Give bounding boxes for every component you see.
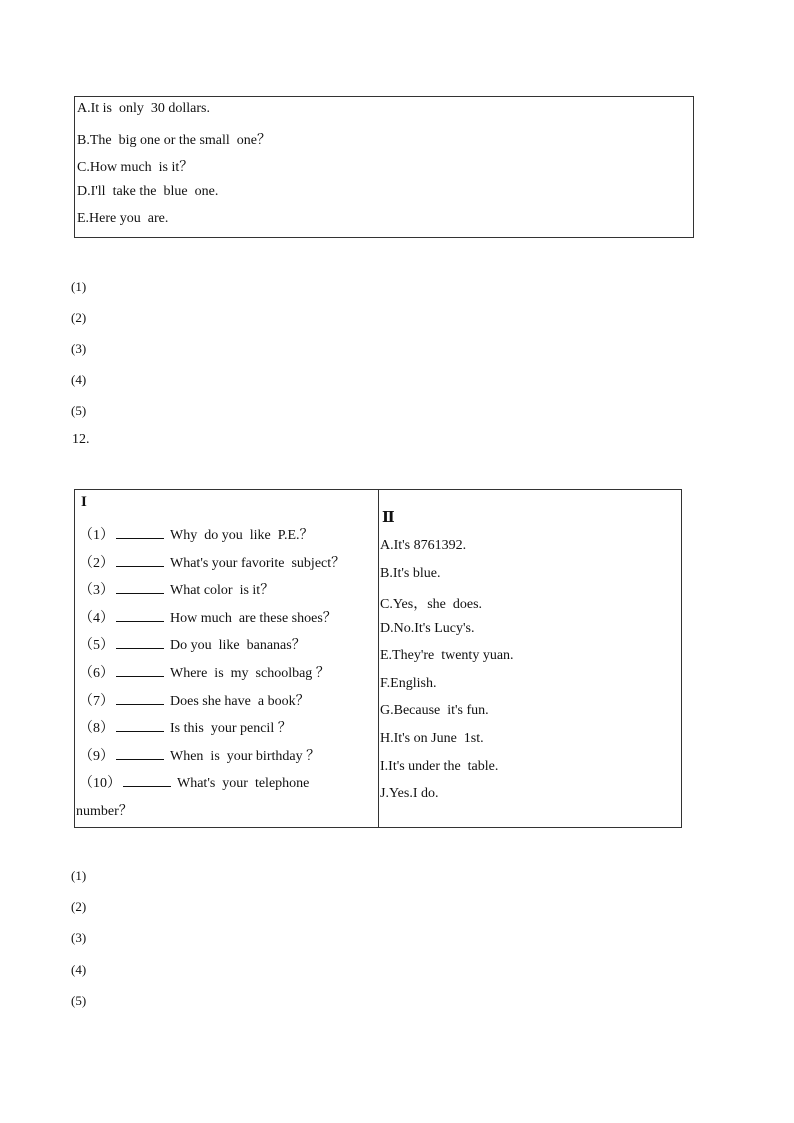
question-number: （5） xyxy=(79,638,114,653)
answer-option: H.It's on June 1st. xyxy=(380,731,484,746)
question-number: （6） xyxy=(79,666,114,681)
question-text: Where is my schoolbag ？ xyxy=(170,666,330,681)
answer-blank[interactable] xyxy=(116,634,164,649)
right-column-header: Ⅱ xyxy=(382,510,395,526)
answer-line-4: (4) xyxy=(71,962,87,977)
option-a: A.It is only 30 dollars. xyxy=(77,101,210,116)
question-row xyxy=(79,690,310,710)
answer-line-3: (3) xyxy=(71,341,87,356)
column-divider xyxy=(378,490,379,827)
answer-blank[interactable] xyxy=(116,717,164,732)
question-row xyxy=(79,745,320,765)
answer-blank[interactable] xyxy=(116,662,164,677)
option-d: D.I'll take the blue one. xyxy=(77,184,219,199)
answer-option: F.English. xyxy=(380,676,437,691)
question-number: （7） xyxy=(79,694,114,709)
question-number: （2） xyxy=(79,556,114,571)
question-number: （1） xyxy=(79,528,114,543)
question-text: What's your favorite subject？ xyxy=(170,556,346,571)
answer-option: B.It's blue. xyxy=(380,566,441,581)
option-e: E.Here you are. xyxy=(77,211,169,226)
question-text: When is your birthday ？ xyxy=(170,749,321,764)
question-text: What's your telephone xyxy=(177,776,310,791)
answer-line-5: (5) xyxy=(71,993,87,1008)
question-text: Do you like bananas？ xyxy=(170,638,306,653)
question-number: （4） xyxy=(79,611,114,626)
question-row xyxy=(79,607,337,627)
answer-line-4: (4) xyxy=(71,372,87,387)
answer-option: I.It's under the table. xyxy=(380,759,499,774)
question-row xyxy=(79,552,345,572)
left-column-header: I xyxy=(81,494,87,510)
question-text: Why do you like P.E.？ xyxy=(170,528,314,543)
answer-line-5: (5) xyxy=(71,403,87,418)
answer-blank[interactable] xyxy=(116,552,164,567)
question-continuation: number？ xyxy=(76,804,133,819)
answer-blank[interactable] xyxy=(123,772,171,787)
answer-option: J.Yes.I do. xyxy=(380,786,439,801)
question-row xyxy=(79,524,314,544)
question-row xyxy=(79,662,330,682)
answer-option: E.They're twenty yuan. xyxy=(380,648,514,663)
answer-blank[interactable] xyxy=(116,745,164,760)
matching-table xyxy=(74,489,682,828)
question-text: How much are these shoes？ xyxy=(170,611,337,626)
options-box xyxy=(74,96,694,238)
question-number: 12. xyxy=(72,432,90,447)
answer-blank[interactable] xyxy=(116,690,164,705)
answer-line-1: (1) xyxy=(71,279,87,294)
question-number: （3） xyxy=(79,583,114,598)
question-text: Does she have a book？ xyxy=(170,694,310,709)
answer-blank[interactable] xyxy=(116,524,164,539)
answer-option: C.Yes，she does. xyxy=(380,597,483,612)
answer-option: G.Because it's fun. xyxy=(380,703,489,718)
question-number: （9） xyxy=(79,749,114,764)
answer-line-2: (2) xyxy=(71,310,87,325)
option-c: C.How much is it？ xyxy=(77,160,194,175)
answer-blank[interactable] xyxy=(116,579,164,594)
question-number: （10） xyxy=(79,776,121,791)
question-row xyxy=(79,579,274,599)
question-row xyxy=(79,772,309,792)
answer-line-3: (3) xyxy=(71,930,87,945)
question-number: （8） xyxy=(79,721,114,736)
answer-line-2: (2) xyxy=(71,899,87,914)
question-row xyxy=(79,634,306,654)
answer-line-1: (1) xyxy=(71,868,87,883)
answer-blank[interactable] xyxy=(116,607,164,622)
question-text: What color is it？ xyxy=(170,583,275,598)
option-b: B.The big one or the small one？ xyxy=(77,133,272,148)
question-row xyxy=(79,717,292,737)
answer-option: D.No.It's Lucy's. xyxy=(380,621,475,636)
question-text: Is this your pencil ？ xyxy=(170,721,292,736)
answer-option: A.It's 8761392. xyxy=(380,538,467,553)
